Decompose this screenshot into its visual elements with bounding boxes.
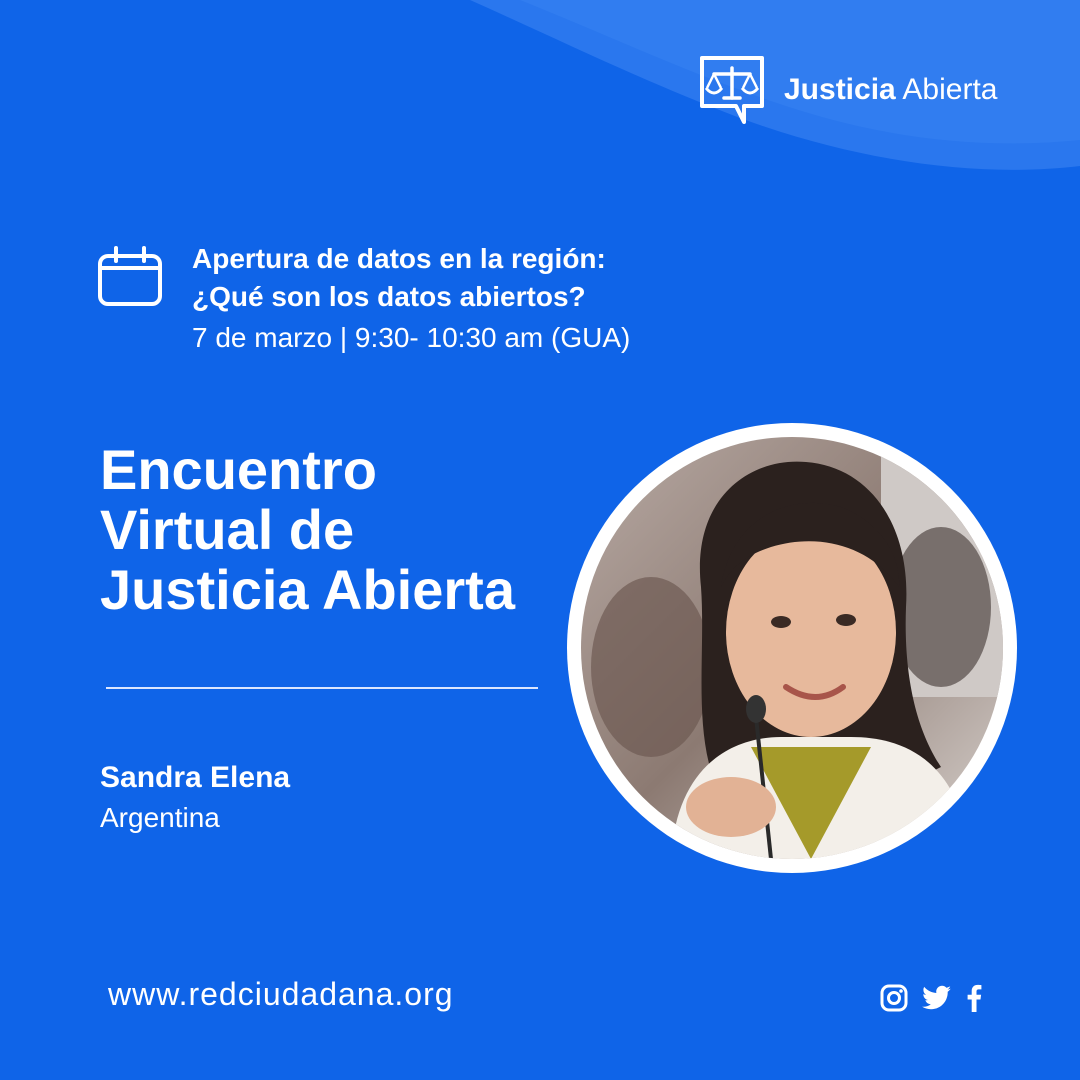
speaker-photo-frame bbox=[567, 423, 1017, 873]
event-info bbox=[96, 240, 630, 360]
headline-line2: Virtual de bbox=[100, 498, 355, 561]
speaker-portrait bbox=[581, 437, 1003, 859]
website-url[interactable]: www.redciudadana.org bbox=[108, 976, 454, 1012]
event-title-line1: Apertura de datos en la región: bbox=[192, 243, 606, 274]
event-title-line2: ¿Qué son los datos abiertos? bbox=[192, 281, 586, 312]
event-schedule: 7 de marzo | 9:30- 10:30 am (GUA) bbox=[192, 322, 631, 353]
instagram-icon[interactable] bbox=[880, 984, 908, 1012]
speaker-country: Argentina bbox=[100, 802, 220, 833]
brand-name-bold: Justicia bbox=[784, 73, 896, 106]
brand-name-light: Abierta bbox=[902, 73, 998, 106]
facebook-icon[interactable] bbox=[966, 984, 982, 1012]
brand-name bbox=[784, 75, 997, 105]
twitter-icon[interactable] bbox=[922, 985, 952, 1011]
headline bbox=[100, 440, 560, 620]
headline-line1: Encuentro bbox=[100, 438, 377, 501]
divider bbox=[106, 687, 538, 689]
social-links bbox=[880, 984, 982, 1012]
speaker-info bbox=[100, 758, 290, 838]
scales-of-justice-icon bbox=[696, 52, 768, 128]
headline-line3: Justicia Abierta bbox=[100, 558, 515, 621]
event-text bbox=[192, 240, 630, 360]
speaker-name: Sandra Elena bbox=[100, 761, 291, 794]
calendar-icon bbox=[96, 244, 164, 308]
brand-logo bbox=[696, 52, 997, 128]
speaker-photo bbox=[581, 437, 1003, 859]
